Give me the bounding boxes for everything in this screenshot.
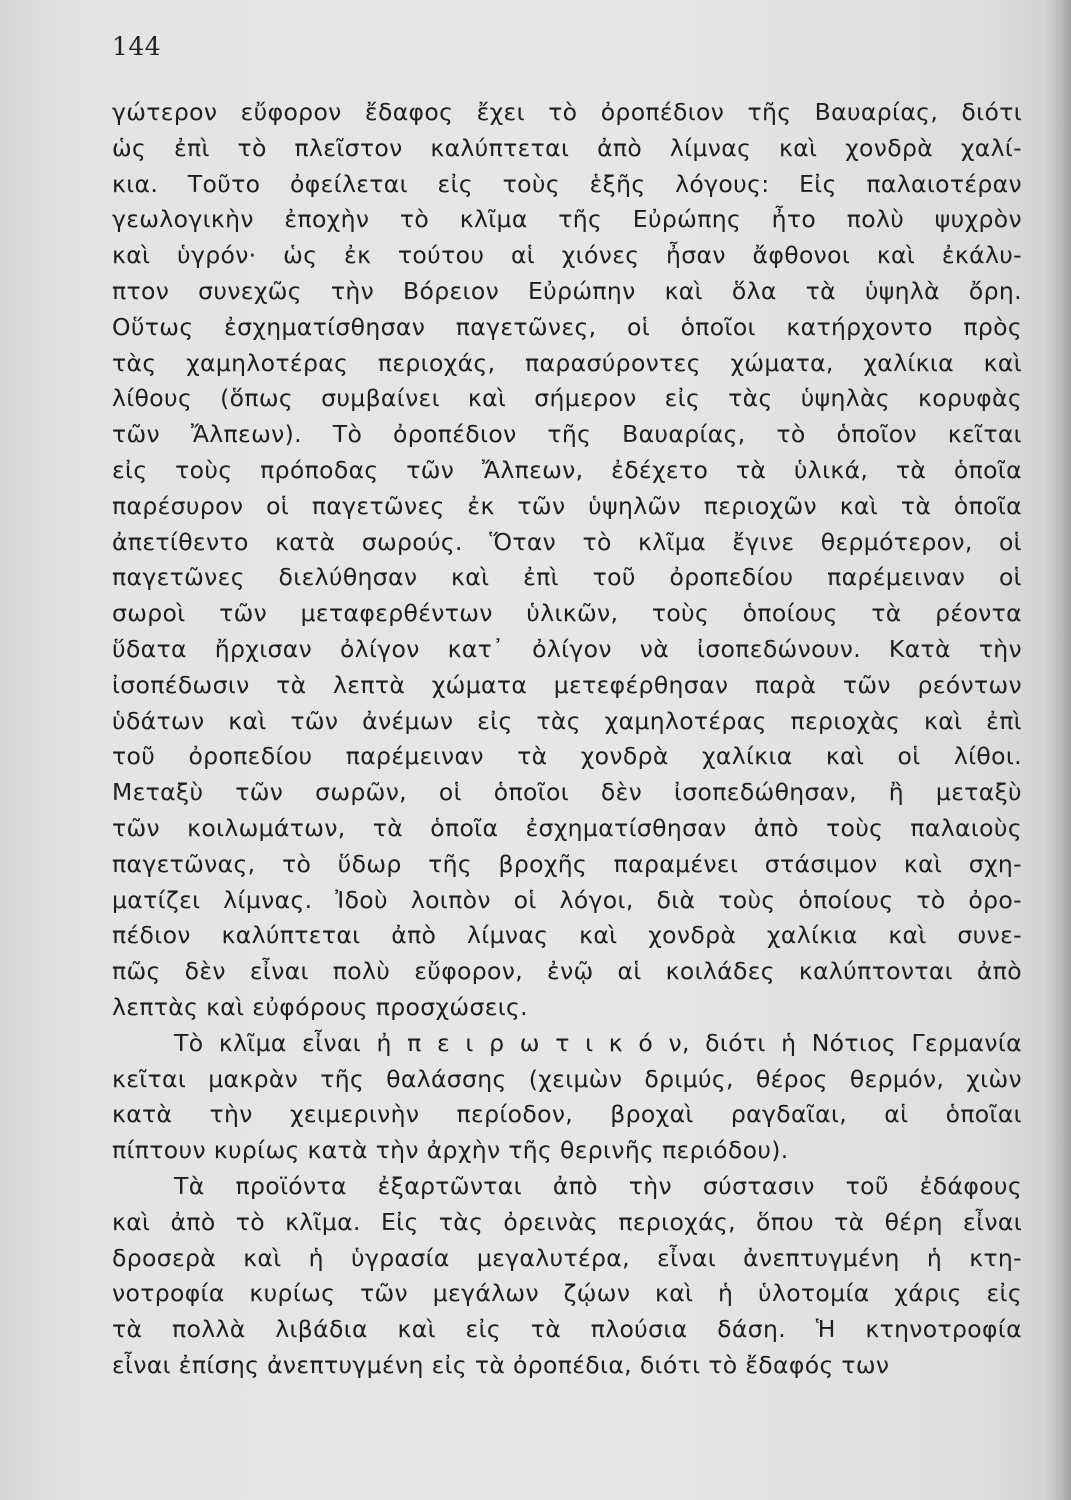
text-line: Τὰ προϊόντα ἐξαρτῶνται ἀπὸ τὴν σύστασιν τοῦ ἐδάφους bbox=[174, 1171, 1022, 1200]
text-line: καὶ ὑγρόν· ὡς ἐκ τούτου αἱ χιόνες ἦσαν ἄφθονοι καὶ ἐκάλυ- bbox=[112, 241, 1022, 270]
text-line: Μεταξὺ τῶν σωρῶν, οἱ ὁποῖοι δὲν ἰσοπεδώθησαν, ἢ μεταξὺ bbox=[112, 778, 1022, 807]
text-line: ἰσοπέδωσιν τὰ λεπτὰ χώματα μετεφέρθησαν παρὰ τῶν ρεόντων bbox=[112, 670, 1022, 699]
page-number: 144 bbox=[112, 32, 162, 61]
text-line: παγετῶνας, τὸ ὕδωρ τῆς βροχῆς παραμένει στάσιμον καὶ σχη- bbox=[112, 849, 1022, 878]
text-line: νοτροφία κυρίως τῶν μεγάλων ζῴων καὶ ἡ ὑλοτομία χάρις εἰς bbox=[112, 1279, 1022, 1308]
text-line: παρέσυρον οἱ παγετῶνες ἐκ τῶν ὑψηλῶν περιοχῶν καὶ τὰ ὁποῖα bbox=[112, 491, 1022, 520]
text-line: λίθους (ὅπως συμβαίνει καὶ σήμερον εἰς τὰς ὑψηλὰς κορυφὰς bbox=[112, 384, 1022, 413]
text-line: λεπτὰς καὶ εὐφόρους προσχώσεις. bbox=[112, 992, 529, 1021]
text-line: γεωλογικὴν ἐποχὴν τὸ κλῖμα τῆς Εὐρώπης ἦτο πολὺ ψυχρὸν bbox=[112, 205, 1022, 234]
text-line: καὶ ἀπὸ τὸ κλῖμα. Εἰς τὰς ὀρεινὰς περιοχάς, ὅπου τὰ θέρη εἶναι bbox=[112, 1207, 1022, 1236]
text-line: γώτερον εὔφορον ἔδαφος ἔχει τὸ ὀροπέδιον τῆς Βαυαρίας, διότι bbox=[112, 98, 1022, 126]
text-line: πίπτουν κυρίως κατὰ τὴν ἀρχὴν τῆς θερινῆς περιόδου). bbox=[112, 1136, 789, 1165]
text-line: ἀπετίθεντο κατὰ σωρούς. Ὅταν τὸ κλῖμα ἔγινε θερμότερον, οἱ bbox=[112, 527, 1022, 556]
text-line: τὰ πολλὰ λιβάδια καὶ εἰς τὰ πλούσια δάση. Ἡ κτηνοτροφία bbox=[112, 1315, 1022, 1344]
text-line: ματίζει λίμνας. Ἰδοὺ λοιπὸν οἱ λόγοι, διὰ τοὺς ὁποίους τὸ ὀρο- bbox=[112, 885, 1022, 914]
text-line: κια. Τοῦτο ὀφείλεται εἰς τοὺς ἑξῆς λόγους: Εἰς παλαιοτέραν bbox=[112, 169, 1022, 198]
body-text bbox=[112, 95, 1022, 1384]
text-line: τοῦ ὀροπεδίου παρέμειναν τὰ χονδρὰ χαλίκια καὶ οἱ λίθοι. bbox=[112, 742, 1022, 771]
text-line: Τὸ κλῖμα εἶναι ἠ π ε ι ρ ω τ ι κ ό ν, διότι ἡ Νότιος Γερμανία bbox=[174, 1028, 1022, 1057]
text-line: τὰς χαμηλοτέρας περιοχάς, παρασύροντες χώματα, χαλίκια καὶ bbox=[112, 348, 1022, 377]
text-line: εἶναι ἐπίσης ἀνεπτυγμένη εἰς τὰ ὀροπέδια, διότι τὸ ἔδαφός των bbox=[112, 1350, 890, 1379]
text-line: Οὕτως ἐσχηματίσθησαν παγετῶνες, οἱ ὁποῖοι κατήρχοντο πρὸς bbox=[112, 312, 1022, 341]
text-line: σωροὶ τῶν μεταφερθέντων ὑλικῶν, τοὺς ὁποίους τὰ ρέοντα bbox=[112, 599, 1022, 628]
text-line: παγετῶνες διελύθησαν καὶ ἐπὶ τοῦ ὀροπεδίου παρέμειναν οἱ bbox=[112, 563, 1022, 592]
text-line: εἰς τοὺς πρόποδας τῶν Ἄλπεων, ἐδέχετο τὰ ὑλικά, τὰ ὁποῖα bbox=[112, 455, 1022, 484]
text-line: τῶν Ἄλπεων). Τὸ ὀροπέδιον τῆς Βαυαρίας, τὸ ὁποῖον κεῖται bbox=[112, 420, 1022, 449]
text-line: ὑδάτων καὶ τῶν ἀνέμων εἰς τὰς χαμηλοτέρας περιοχὰς καὶ ἐπὶ bbox=[112, 706, 1022, 735]
paragraph bbox=[112, 1169, 1022, 1384]
paragraph bbox=[112, 1026, 1022, 1169]
text-line: πῶς δὲν εἶναι πολὺ εὔφορον, ἐνῷ αἱ κοιλάδες καλύπτονται ἀπὸ bbox=[112, 957, 1022, 986]
text-line: τῶν κοιλωμάτων, τὰ ὁποῖα ἐσχηματίσθησαν ἀπὸ τοὺς παλαιοὺς bbox=[112, 813, 1022, 842]
page-edge-shadow bbox=[1045, 0, 1071, 1500]
paragraph bbox=[112, 95, 1022, 1026]
text-line: ὡς ἐπὶ τὸ πλεῖστον καλύπτεται ἀπὸ λίμνας καὶ χονδρὰ χαλί- bbox=[112, 133, 1022, 162]
text-line: πτον συνεχῶς τὴν Βόρειον Εὐρώπην καὶ ὅλα τὰ ὑψηλὰ ὄρη. bbox=[112, 276, 1022, 305]
text-line: πέδιον καλύπτεται ἀπὸ λίμνας καὶ χονδρὰ χαλίκια καὶ συνε- bbox=[112, 921, 1022, 950]
text-line: κατὰ τὴν χειμερινὴν περίοδον, βροχαὶ ραγδαῖαι, αἱ ὁποῖαι bbox=[112, 1100, 1022, 1129]
text-line: δροσερὰ καὶ ἡ ὑγρασία μεγαλυτέρα, εἶναι ἀνεπτυγμένη ἡ κτη- bbox=[112, 1243, 1022, 1272]
text-line: κεῖται μακρὰν τῆς θαλάσσης (χειμὼν δριμύς, θέρος θερμόν, χιὼν bbox=[112, 1064, 1022, 1093]
text-line: ὕδατα ἤρχισαν ὀλίγον κατ᾿ ὀλίγον νὰ ἰσοπεδώνουν. Κατὰ τὴν bbox=[112, 634, 1022, 663]
